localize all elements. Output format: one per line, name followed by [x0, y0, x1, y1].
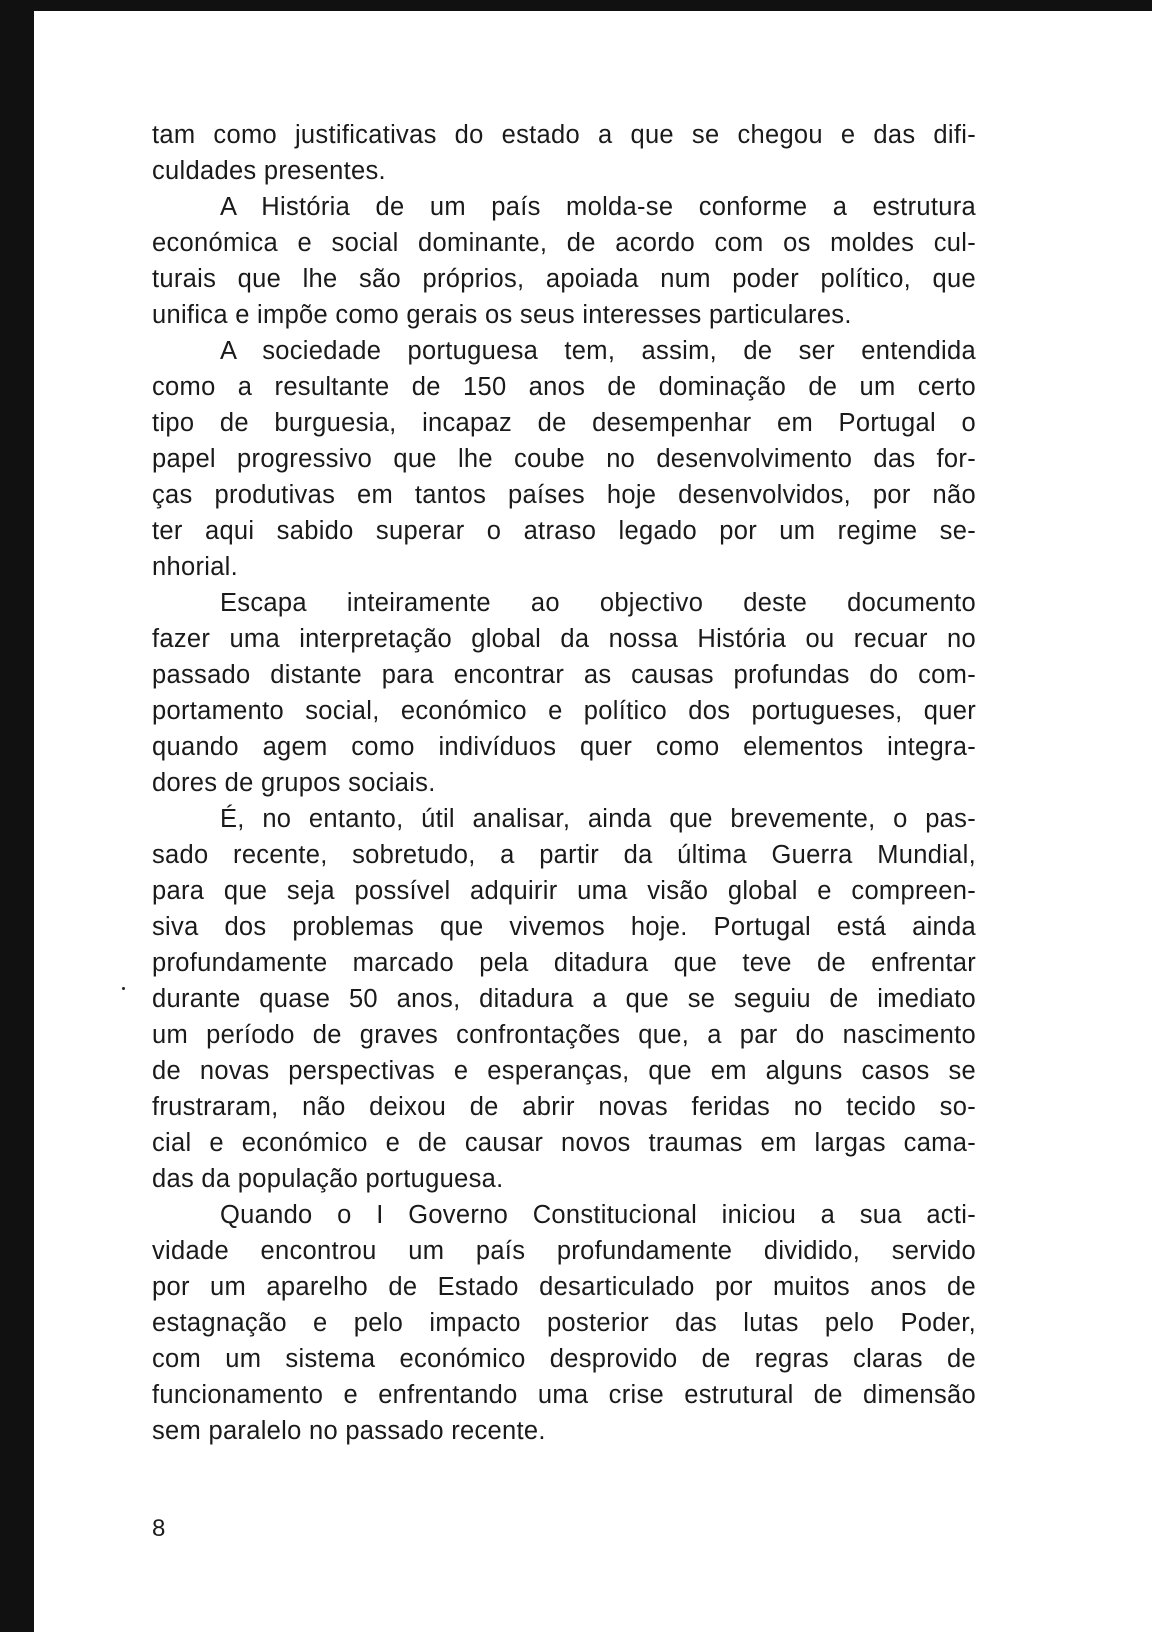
paragraph	[152, 1197, 976, 1449]
text-line: A História de um país molda-se conforme a estrutura	[220, 193, 976, 221]
scan-left-border	[0, 0, 34, 1632]
text-line: culdades presentes.	[152, 157, 386, 185]
text-line: Escapa inteiramente ao objectivo deste documento	[220, 589, 976, 617]
paragraph	[152, 117, 976, 189]
text-line: para que seja possível adquirir uma visão global e compreen-	[152, 877, 976, 905]
text-line: siva dos problemas que vivemos hoje. Portugal está ainda	[152, 913, 976, 941]
page-body	[152, 117, 976, 1449]
text-line: por um aparelho de Estado desarticulado por muitos anos de	[152, 1273, 976, 1301]
text-line: unifica e impõe como gerais os seus interesses particulares.	[152, 301, 852, 329]
text-line: como a resultante de 150 anos de dominação de um certo	[152, 373, 976, 401]
text-line: Quando o I Governo Constitucional iniciou a sua acti-	[220, 1201, 976, 1229]
text-line: tam como justificativas do estado a que se chegou e das difi-	[152, 121, 976, 149]
text-line: durante quase 50 anos, ditadura a que se seguiu de imediato	[152, 985, 976, 1013]
text-line: fazer uma interpretação global da nossa História ou recuar no	[152, 625, 976, 653]
paragraph	[152, 801, 976, 1197]
text-line: estagnação e pelo impacto posterior das lutas pelo Poder,	[152, 1309, 976, 1337]
paragraph	[152, 585, 976, 801]
text-line: ter aqui sabido superar o atraso legado por um regime se-	[152, 517, 976, 545]
text-line: É, no entanto, útil analisar, ainda que brevemente, o pas-	[220, 805, 976, 833]
text-line: portamento social, económico e político dos portugueses, quer	[152, 697, 976, 725]
text-line: ças produtivas em tantos países hoje desenvolvidos, por não	[152, 481, 976, 509]
text-line: A sociedade portuguesa tem, assim, de ser entendida	[220, 337, 976, 365]
text-line: sado recente, sobretudo, a partir da última Guerra Mundial,	[152, 841, 976, 869]
text-line: papel progressivo que lhe coube no desenvolvimento das for-	[152, 445, 976, 473]
text-line: passado distante para encontrar as causas profundas do com-	[152, 661, 976, 689]
text-line: profundamente marcado pela ditadura que teve de enfrentar	[152, 949, 976, 977]
text-line: nhorial.	[152, 553, 239, 581]
scan-top-border	[0, 0, 1152, 11]
text-line: cial e económico e de causar novos traumas em largas cama-	[152, 1129, 976, 1157]
paragraph	[152, 333, 976, 585]
text-line: um período de graves confrontações que, a par do nascimento	[152, 1021, 976, 1049]
text-line: vidade encontrou um país profundamente dividido, servido	[152, 1237, 976, 1265]
text-line: económica e social dominante, de acordo com os moldes cul-	[152, 229, 976, 257]
stray-ink-mark	[122, 987, 125, 990]
text-line: dores de grupos sociais.	[152, 769, 436, 797]
text-line: sem paralelo no passado recente.	[152, 1417, 546, 1445]
text-line: frustraram, não deixou de abrir novas feridas no tecido so-	[152, 1093, 976, 1121]
paragraph	[152, 189, 976, 333]
page-number: 8	[152, 1515, 166, 1542]
text-line: tipo de burguesia, incapaz de desempenhar em Portugal o	[152, 409, 976, 437]
text-line: com um sistema económico desprovido de regras claras de	[152, 1345, 976, 1373]
text-line: das da população portuguesa.	[152, 1165, 504, 1193]
text-line: funcionamento e enfrentando uma crise estrutural de dimensão	[152, 1381, 976, 1409]
text-line: turais que lhe são próprios, apoiada num poder político, que	[152, 265, 976, 293]
text-line: de novas perspectivas e esperanças, que em alguns casos se	[152, 1057, 976, 1085]
text-line: quando agem como indivíduos quer como elementos integra-	[152, 733, 976, 761]
